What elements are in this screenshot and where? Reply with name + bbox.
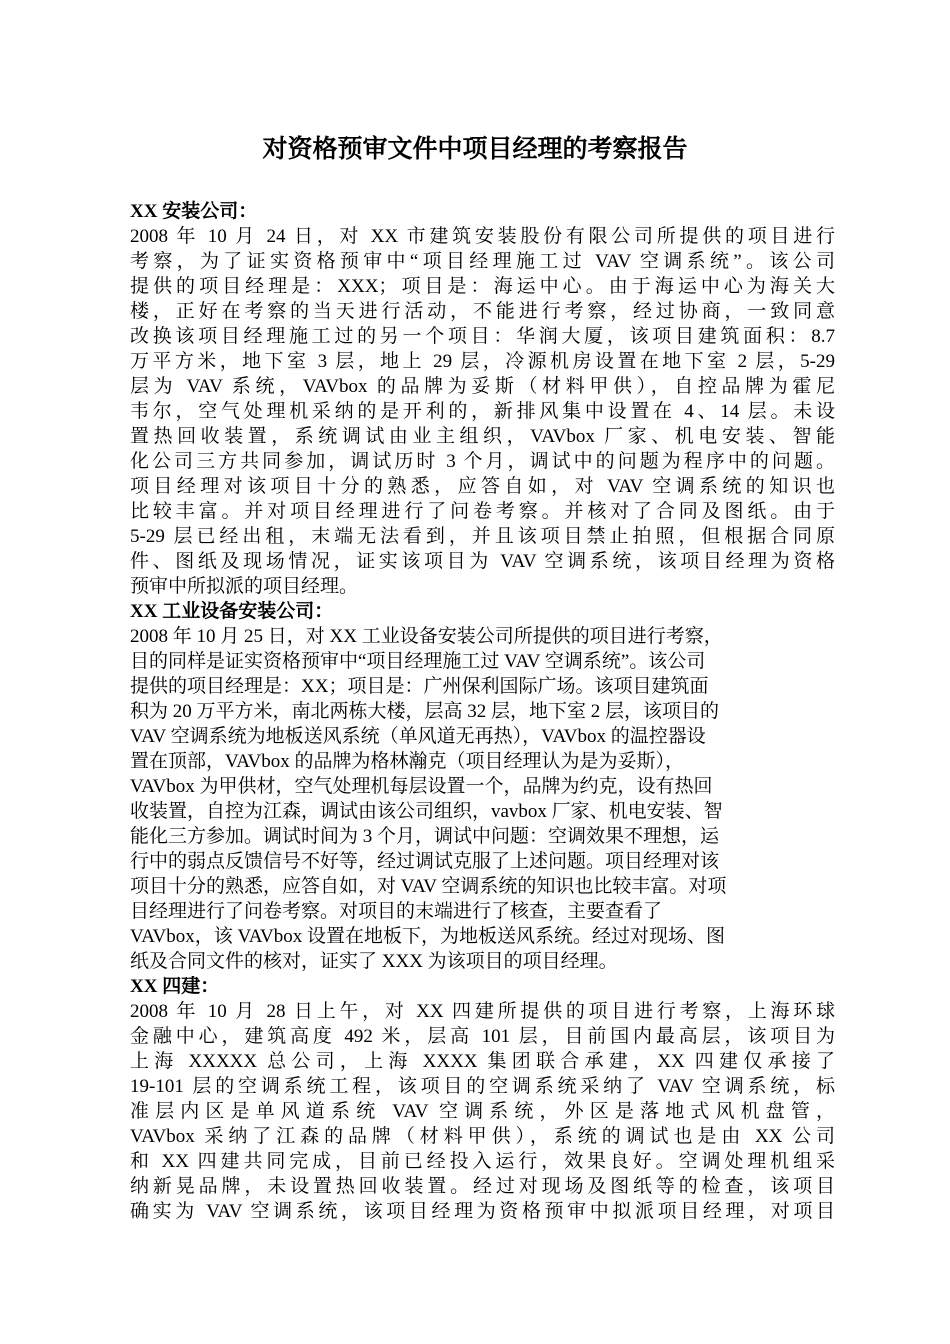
paragraph-line: 2008 年 10 月 25 日，对 XX 工业设备安装公司所提供的项目进行考察， (130, 626, 723, 647)
paragraph-line: 化公司三方共同参加，调试历时 3 个月，调试中的问题为程序中的问题。 (130, 451, 835, 472)
paragraph-line: 行中的弱点反馈信号不好等，经过调试克服了上述问题。项目经理对该 (130, 851, 720, 872)
document-body (130, 199, 835, 1224)
paragraph-line: 韦尔，空气处理机采纳的是开利的，新排风集中设置在 4、14 层。未设 (130, 401, 835, 422)
paragraph-line: VAV 空调系统为地板送风系统（单风道无再热），VAVbox 的温控器设 (130, 726, 706, 747)
paragraph-line: 5-29 层已经出租，末端无法看到，并且该项目禁止拍照，但根据合同原 (130, 526, 835, 547)
paragraph-line: VAVbox 为甲供材，空气处理机每层设置一个，品牌为约克，设有热回 (130, 776, 713, 797)
paragraph-line: 准层内区是单风道系统 VAV 空调系统，外区是落地式风机盘管， (130, 1101, 835, 1122)
paragraph-line: VAVbox 采纳了江森的品牌（材料甲供），系统的调试也是由 XX 公司 (130, 1126, 835, 1147)
paragraph-line: 纳新晃品牌，未设置热回收装置。经过对现场及图纸等的检查，该项目 (130, 1176, 835, 1197)
section-heading: XX 工业设备安装公司： (130, 601, 334, 622)
paragraph-line: 项目经理对该项目十分的熟悉，应答自如，对 VAV 空调系统的知识也 (130, 476, 835, 497)
section-heading: XX 四建： (130, 976, 220, 997)
paragraph-line: 置热回收装置，系统调试由业主组织，VAVbox 厂家、机电安装、智能 (130, 426, 835, 447)
section-an-zhuang (130, 199, 835, 599)
paragraph-line: 能化三方参加。调试时间为 3 个月，调试中问题：空调效果不理想，运 (130, 826, 720, 847)
paragraph-line: 和 XX 四建共同完成，目前已经投入运行，效果良好。空调处理机组采 (130, 1151, 835, 1172)
document-title: 对资格预审文件中项目经理的考察报告 (262, 134, 688, 163)
paragraph-line: 积为 20 万平方米，南北两栋大楼，层高 32 层，地下室 2 层，该项目的 (130, 701, 720, 722)
paragraph-line: 纸及合同文件的核对，证实了 XXX 为该项目的项目经理。 (130, 951, 618, 972)
paragraph-line: 目经理进行了问卷考察。对项目的末端进行了核查，主要查看了 (130, 901, 663, 922)
paragraph-line: 层为 VAV 系统，VAVbox 的品牌为妥斯（材料甲供），自控品牌为霍尼 (130, 376, 835, 397)
paragraph-line: 楼，正好在考察的当天进行活动，不能进行考察，经过协商，一致同意 (130, 301, 835, 322)
section-gong-ye-she-bei (130, 599, 835, 974)
paragraph-line: 改换该项目经理施工过的另一个项目：华润大厦，该项目建筑面积：8.7 (130, 326, 835, 347)
paragraph-line: 项目十分的熟悉，应答自如，对 VAV 空调系统的知识也比较丰富。对项 (130, 876, 727, 897)
paragraph-line: 提供的项目经理是：XXX；项目是：海运中心。由于海运中心为海关大 (130, 276, 835, 297)
paragraph-line: 置在顶部，VAVbox 的品牌为格林瀚克（项目经理认为是为妥斯）， (130, 751, 685, 772)
paragraph-line: 2008 年 10 月 24 日，对 XX 市建筑安装股份有限公司所提供的项目进行 (130, 226, 835, 247)
paragraph-line: 考察，为了证实资格预审中“项目经理施工过 VAV 空调系统”。该公司 (130, 251, 835, 272)
section-heading: XX 安装公司： (130, 201, 258, 222)
paragraph-line: 目的同样是证实资格预审中“项目经理施工过 VAV 空调系统”。该公司 (130, 651, 706, 672)
paragraph-line: 万平方米，地下室 3 层，地上 29 层，冷源机房设置在地下室 2 层，5-29 (130, 351, 835, 372)
paragraph-line: 2008 年 10 月 28 日上午，对 XX 四建所提供的项目进行考察，上海环球 (130, 1001, 835, 1022)
paragraph-line: 19-101 层的空调系统工程，该项目的空调系统采纳了 VAV 空调系统，标 (130, 1076, 835, 1097)
paragraph-line: 提供的项目经理是：XX；项目是：广州保利国际广场。该项目建筑面 (130, 676, 709, 697)
paragraph-line: 上海 XXXXX 总公司，上海 XXXX 集团联合承建，XX 四建仅承接了 (130, 1051, 835, 1072)
paragraph-line: 比较丰富。并对项目经理进行了问卷考察。并核对了合同及图纸。由于 (130, 501, 835, 522)
paragraph-line: 件、图纸及现场情况，证实该项目为 VAV 空调系统，该项目经理为资格 (130, 551, 835, 572)
paragraph-line: 收装置，自控为江森，调试由该公司组织，vavbox 厂家、机电安装、智 (130, 801, 723, 822)
paragraph-line: 确实为 VAV 空调系统，该项目经理为资格预审中拟派项目经理，对项目 (130, 1201, 835, 1222)
section-si-jian (130, 974, 835, 1224)
paragraph-line: VAVbox，该 VAVbox 设置在地板下，为地板送风系统。经过对现场、图 (130, 926, 726, 947)
paragraph-line: 预审中所拟派的项目经理。 (130, 576, 359, 597)
paragraph-line: 金融中心，建筑高度 492 米，层高 101 层，目前国内最高层，该项目为 (130, 1026, 835, 1047)
